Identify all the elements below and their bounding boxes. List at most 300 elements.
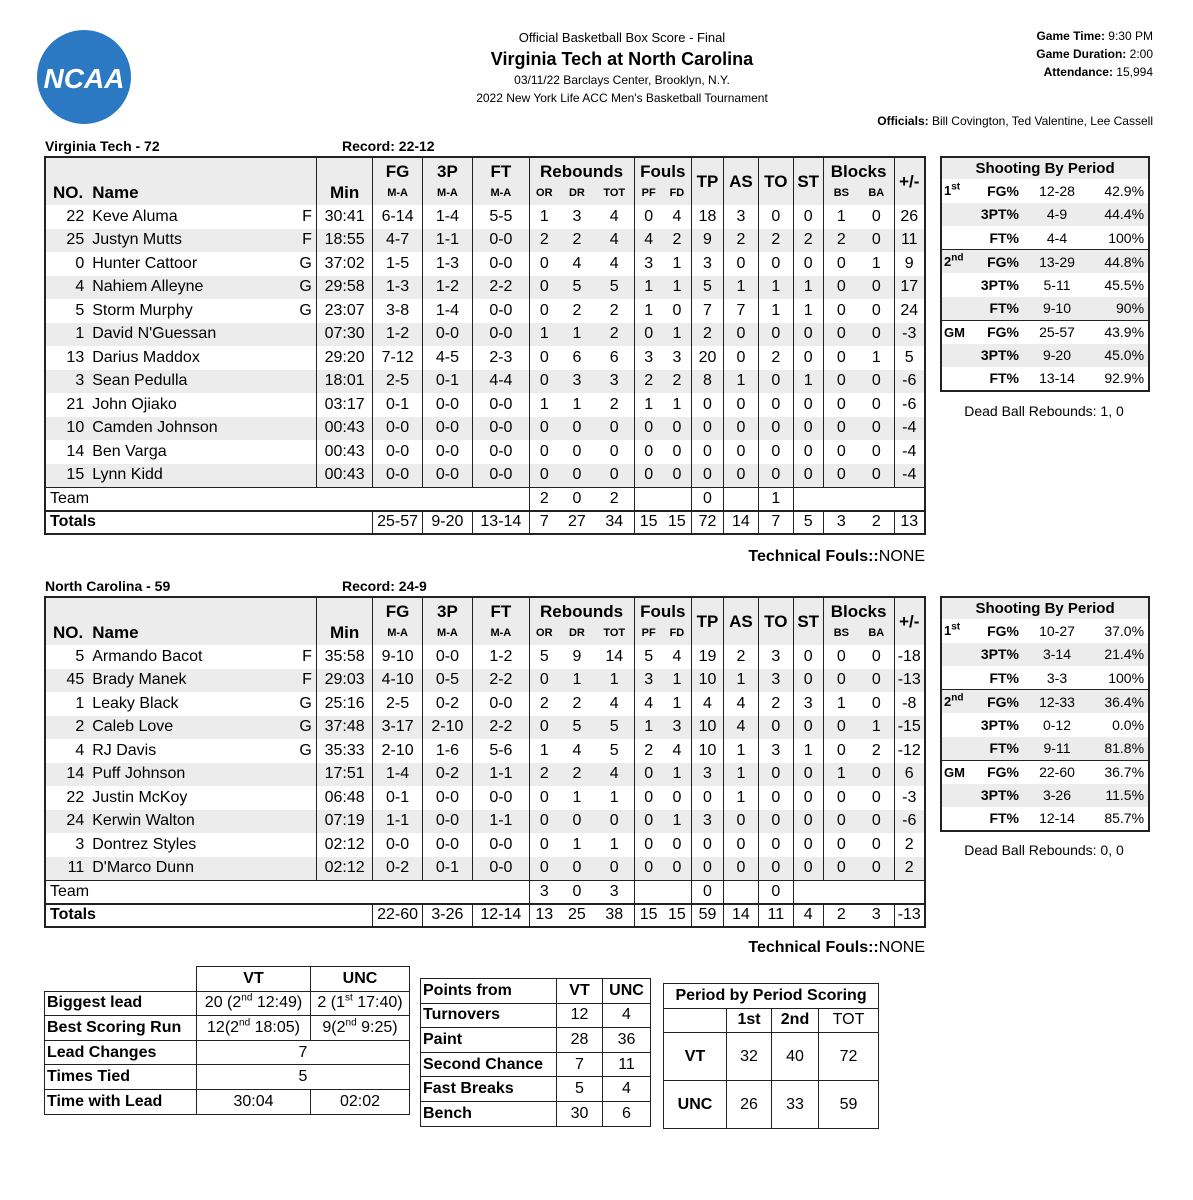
player-position: G [299,694,312,712]
col-fg-ma: M-A [373,621,422,645]
col-tp: TP [692,597,724,645]
st: 1 [793,739,823,763]
st: 0 [793,464,823,488]
ft: 0-0 [473,786,530,810]
pf: 0 [634,857,663,881]
player-name: Caleb Love [90,716,267,740]
st: 0 [793,205,823,229]
to: 1 [758,276,793,300]
as: 7 [723,299,758,323]
unc-record: Record: 24-9 [342,578,427,594]
lead-changes-value: 7 [197,1040,410,1065]
st: 0 [793,857,823,881]
as: 1 [723,739,758,763]
3p: 1-1 [422,229,472,253]
fd: 1 [672,694,682,712]
player-number: 10 [45,417,90,441]
header-spacer [45,597,316,621]
player-name: Darius Maddox [92,348,200,366]
times-tied-label: Times Tied [45,1065,197,1090]
to: 0 [758,786,793,810]
ba: 1 [871,348,881,366]
percentage: 45.5% [1104,276,1145,293]
tot: 2 [609,395,619,413]
totals-plus-minus: 13 [894,511,925,535]
period-row-vt-label: VT [664,1033,727,1081]
bs: 1 [823,692,859,716]
dr: 4 [572,741,582,759]
totals-to: 7 [758,511,793,535]
shooting-row [941,737,1149,761]
made-attempted: 3-14 [1027,643,1087,667]
as: 0 [723,833,758,857]
col-min: Min [316,621,373,645]
fd: 2 [663,229,692,253]
to: 2 [758,346,793,370]
ft: 5-5 [473,205,530,229]
as: 1 [723,669,758,693]
stat-label: 3PT% [980,276,1019,293]
st: 1 [793,370,823,394]
fd: 0 [663,417,692,441]
st: 0 [793,252,823,276]
totals-3p: 9-20 [422,511,472,535]
or: 1 [529,739,559,763]
tot: 5 [595,716,634,740]
bs: 0 [823,716,859,740]
pf: 1 [634,393,663,417]
player-number: 14 [66,442,85,460]
shooting-row [941,226,1149,250]
points-from-unc: 4 [603,1077,651,1102]
3p: 1-2 [422,276,472,300]
ft: 0-0 [473,857,530,881]
player-name: Justyn Mutts [90,229,267,253]
player-row [45,716,925,740]
unc-technical-fouls: Technical Fouls::NONE [748,939,925,956]
tot: 2 [595,323,634,347]
3p: 0-0 [422,810,472,834]
player-number: 1 [75,694,85,712]
to: 0 [758,716,793,740]
totals-ba: 3 [859,904,894,928]
col-fg: FG [373,157,422,181]
minutes: 37:02 [316,252,373,276]
plus-minus: -3 [894,786,925,810]
plus-minus: 9 [894,252,925,276]
ba: 0 [871,694,881,712]
made-attempted: 12-28 [1039,182,1075,199]
minutes: 18:55 [316,229,373,253]
game-stats-col-unc: UNC [311,967,410,992]
tot: 0 [595,417,634,441]
as: 4 [723,716,758,740]
period-scoring-table [663,983,879,1129]
shooting-row [941,760,1149,784]
plus-minus: -18 [894,645,925,669]
ft: 2-2 [473,669,530,693]
tot: 2 [609,301,619,319]
fg: 4-7 [373,229,422,253]
period-label: 2nd [941,690,971,714]
player-position: F [302,207,312,225]
plus-minus: -4 [894,464,925,488]
player-name: Sean Pedulla [90,370,267,394]
pf: 0 [634,786,663,810]
player-name: D'Marco Dunn [90,857,267,881]
to: 3 [758,669,793,693]
pf: 4 [634,692,663,716]
col-min: Min [316,181,373,205]
shooting-row [941,666,1149,690]
dr: 2 [572,301,582,319]
as: 0 [723,417,758,441]
player-position [267,810,316,834]
dr: 2 [559,229,595,253]
st: 0 [793,346,823,370]
fg: 0-1 [373,393,422,417]
ba: 0 [871,835,881,853]
col-rebounds: Rebounds [529,597,634,621]
period-label [941,203,971,227]
period-label: GM [941,760,971,784]
3p: 4-5 [422,346,472,370]
game-time: 9:30 PM [1108,29,1153,43]
biggest-lead-unc: 2 (1st 17:40) [311,991,410,1016]
col-dr: DR [559,621,595,645]
minutes: 30:41 [316,205,373,229]
or: 0 [529,810,559,834]
shooting-row [941,273,1149,297]
fg: 2-10 [373,739,422,763]
minutes: 29:58 [316,276,373,300]
shooting-row [941,320,1149,344]
period-label [941,643,971,667]
col-3p: 3P [422,597,472,621]
attendance-label: Attendance: [1043,65,1113,79]
totals-tot: 38 [595,904,634,928]
minutes: 07:19 [316,810,373,834]
times-tied-value: 5 [197,1065,410,1090]
player-name: Camden Johnson [90,417,267,441]
player-position: G [299,301,312,319]
player-row [45,205,925,229]
fg: 0-0 [373,464,422,488]
game-stats-table [44,966,410,1115]
vt-technical-fouls: Technical Fouls::NONE [748,548,925,565]
player-row [45,252,925,276]
period-label: 2nd [941,250,971,274]
stat-label: FG% [971,760,1027,784]
or: 0 [529,417,559,441]
period-unc-tot: 59 [819,1081,879,1129]
3p: 1-3 [422,252,472,276]
matchup-title: Virginia Tech at North Carolina [490,49,754,69]
fg: 3-17 [373,716,422,740]
bs: 0 [823,323,859,347]
fd: 0 [663,857,692,881]
stat-label: 3PT% [971,643,1027,667]
totals-or: 13 [529,904,559,928]
tot: 5 [595,276,634,300]
player-position: F [267,669,316,693]
3p: 0-0 [422,464,472,488]
plus-minus: -6 [894,810,925,834]
percentage: 81.8% [1087,737,1149,761]
or: 0 [529,786,559,810]
pf: 1 [634,716,663,740]
st: 2 [793,229,823,253]
st: 0 [793,417,823,441]
player-row [45,810,925,834]
team-tot: 2 [595,487,634,511]
minutes: 02:12 [316,857,373,881]
tot: 1 [595,669,634,693]
dr: 0 [559,810,595,834]
biggest-lead-vt: 20 (2nd 12:49) [197,991,311,1016]
bs: 0 [823,417,859,441]
dr: 1 [572,835,582,853]
st: 0 [793,810,823,834]
fd: 0 [672,788,682,806]
period-col-tot: TOT [819,1008,879,1033]
time-with-lead-label: Time with Lead [45,1089,197,1114]
to: 3 [758,645,793,669]
to: 0 [758,833,793,857]
or: 0 [529,669,559,693]
pf: 5 [634,645,663,669]
as: 0 [723,857,758,881]
period-label [941,367,971,391]
col-fg-ma: M-A [373,181,422,205]
player-row [45,669,925,693]
bs: 0 [823,786,859,810]
totals-plus-minus: -13 [894,904,925,928]
col-bs: BS [823,181,859,205]
player-row [45,692,925,716]
col-dr: DR [559,181,595,205]
player-position [267,346,316,370]
dr: 1 [559,323,595,347]
pf: 0 [634,205,663,229]
fg: 0-0 [373,417,422,441]
percentage: 92.9% [1104,370,1145,387]
col-3p-ma: M-A [422,181,472,205]
ba: 0 [859,464,894,488]
player-row [45,763,925,787]
ba: 0 [871,301,881,319]
st: 1 [793,276,823,300]
to: 0 [758,323,793,347]
col-to: TO [758,157,793,205]
fg: 1-3 [373,276,422,300]
totals-st: 4 [793,904,823,928]
tot: 4 [609,694,619,712]
plus-minus: -6 [894,393,925,417]
totals-or: 7 [529,511,559,535]
col-as: AS [723,157,758,205]
bs: 0 [823,370,859,394]
player-name: Justin McKoy [92,788,188,806]
shooting-row [941,179,1149,203]
player-number: 0 [75,254,85,272]
col-to: TO [758,597,793,645]
percentage: 100% [1108,669,1145,686]
minutes: 17:51 [316,763,373,787]
player-number: 14 [45,763,90,787]
fd: 1 [672,395,682,413]
or: 0 [529,346,559,370]
plus-minus: 17 [894,276,925,300]
player-number: 4 [45,276,90,300]
player-position [267,440,316,464]
percentage: 44.8% [1087,250,1149,274]
vt-box-score-table [44,156,926,535]
player-name: Armando Bacot [92,647,203,665]
totals-bs: 2 [823,904,859,928]
period-label [941,273,971,297]
shooting-row [941,367,1149,391]
fd: 0 [672,835,682,853]
tp: 9 [692,229,724,253]
best-run-unc: 9(2nd 9:25) [311,1016,410,1041]
col-no: NO. [45,621,90,645]
player-position [267,323,316,347]
tp: 0 [692,833,724,857]
ft: 5-6 [473,739,530,763]
ft: 0-0 [473,464,530,488]
period-vt-2nd: 40 [772,1033,819,1081]
pf: 3 [634,252,663,276]
fg: 4-10 [373,669,422,693]
fd: 0 [672,301,682,319]
player-number: 15 [45,464,90,488]
period-unc-1st: 26 [727,1081,772,1129]
player-number: 24 [45,810,90,834]
made-attempted: 4-4 [1046,229,1068,246]
team-row-label: Team [45,487,529,511]
tp: 7 [692,299,724,323]
bs: 1 [823,205,859,229]
tot: 4 [595,229,634,253]
fg: 1-2 [373,323,422,347]
3p: 0-0 [422,323,472,347]
totals-label: Totals [45,904,373,928]
col-ba: BA [859,621,894,645]
points-from-category: Second Chance [421,1052,557,1077]
tot: 0 [595,857,634,881]
made-attempted: 10-27 [1039,622,1075,639]
stat-label: 3PT% [971,203,1027,227]
to: 0 [758,440,793,464]
made-attempted: 25-57 [1027,320,1087,344]
shooting-title: Shooting By Period [941,157,1149,179]
period-label [941,226,971,250]
as: 0 [723,810,758,834]
team-tp: 0 [692,487,724,511]
dr: 0 [572,442,582,460]
or: 5 [529,645,559,669]
tot: 6 [609,348,619,366]
bs: 0 [823,810,859,834]
col-ft: FT [473,157,530,181]
ba: 0 [859,857,894,881]
fg: 1-4 [373,763,422,787]
player-position [267,417,316,441]
fg: 1-5 [373,252,422,276]
shooting-row [941,344,1149,368]
player-number: 4 [75,741,85,759]
ft: 0-0 [473,393,530,417]
tp: 0 [692,786,724,810]
col-pf: PF [634,181,663,205]
made-attempted: 9-20 [1027,344,1087,368]
stat-label: 3PT% [971,784,1027,808]
as: 0 [723,440,758,464]
time-with-lead-unc: 02:02 [311,1089,410,1114]
team-or: 2 [529,487,559,511]
ba: 0 [859,417,894,441]
tp: 8 [692,370,724,394]
shooting-row [941,713,1149,737]
or: 1 [529,393,559,417]
player-number: 1 [45,323,90,347]
player-row [45,786,925,810]
player-row [45,857,925,881]
player-row [45,229,925,253]
period-scoring-title: Period by Period Scoring [664,984,879,1009]
bs: 0 [823,346,859,370]
pf: 2 [634,739,663,763]
st: 0 [793,669,823,693]
as: 4 [723,692,758,716]
player-row [45,440,925,464]
plus-minus: -3 [894,323,925,347]
bs: 0 [823,299,859,323]
minutes: 35:33 [316,739,373,763]
to: 0 [758,464,793,488]
dr: 1 [572,788,582,806]
dr: 0 [559,464,595,488]
as: 0 [723,464,758,488]
st: 1 [793,299,823,323]
header-spacer [45,157,316,181]
player-position: F [302,647,312,665]
team-dr: 0 [559,880,595,904]
points-from-col-vt: VT [557,979,603,1004]
points-from-category: Fast Breaks [421,1077,557,1102]
shooting-title: Shooting By Period [941,597,1149,619]
plus-minus: -15 [894,716,925,740]
col-fouls: Fouls [634,157,692,181]
player-number: 22 [66,788,85,806]
stat-label: FT% [971,297,1027,321]
tp: 4 [692,692,724,716]
or: 0 [529,716,559,740]
tot: 4 [609,207,619,225]
col-fg: FG [373,597,422,621]
to: 0 [758,393,793,417]
3p: 0-2 [422,763,472,787]
made-attempted: 3-3 [1046,669,1068,686]
col-or: OR [529,621,559,645]
bs: 0 [823,669,859,693]
ft: 1-2 [473,645,530,669]
ba: 0 [871,442,881,460]
to: 0 [758,205,793,229]
bs: 1 [823,763,859,787]
or: 0 [529,833,559,857]
